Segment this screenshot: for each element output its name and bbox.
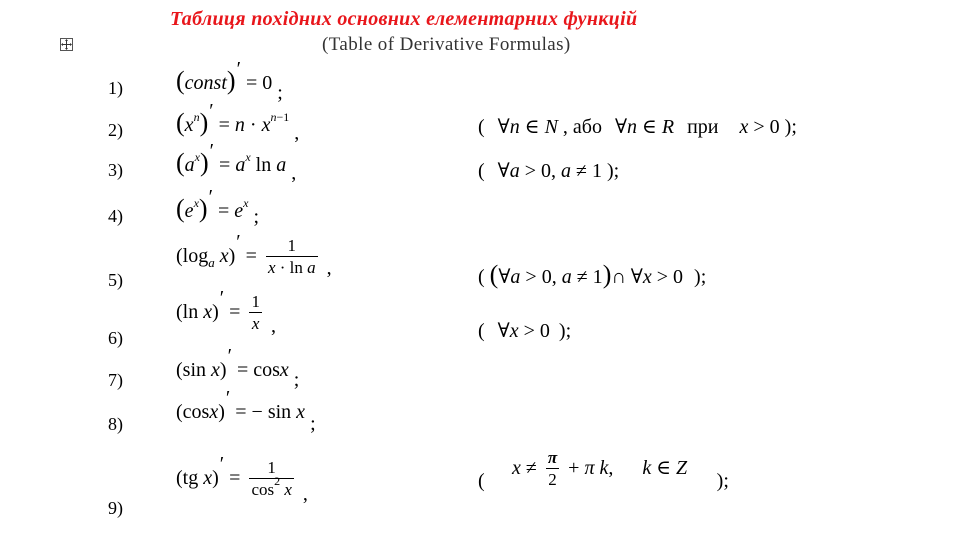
formula-row [0, 186, 960, 234]
page-subtitle: (Table of Derivative Formulas) [322, 34, 571, 55]
row-number: 8) [108, 414, 123, 434]
formula-row [0, 345, 960, 396]
formula-condition-parens: ( ); [478, 470, 729, 492]
formula: ($\log_a$ x)′ = $\frac{1}{\text{x · ln a}}$ , [176, 231, 332, 280]
cond-word: при [687, 116, 719, 138]
page-title: Таблиця похідних основних елементарних функцій [170, 8, 638, 30]
row-number: 9) [108, 498, 123, 518]
formula-row [0, 231, 960, 290]
row-number: 3) [108, 160, 123, 180]
formula-row [0, 448, 960, 518]
row-number: 5) [108, 270, 123, 290]
row-number: 7) [108, 370, 123, 390]
formula-condition: ( ∀x > 0 ); [478, 320, 572, 342]
formula: (tg x)′ = $\frac{1}{\cos^2 x}$ , [176, 453, 308, 506]
formula-row [0, 387, 960, 436]
formula: (sin x)′ = cosx ; [176, 345, 300, 391]
formula: (const)′ = 0 ; [176, 58, 283, 104]
formula: (cosx)′ = − sin x ; [176, 387, 316, 435]
row-number: 6) [108, 328, 123, 348]
formula-condition: ( ∀n ∈ N , або ∀n ∈ R при x > 0 ); [478, 116, 797, 138]
formula-condition: ( ∀a > 0, a ≠ 1 ); [478, 160, 620, 182]
formula-row [0, 58, 960, 106]
row-number: 1) [108, 78, 123, 98]
formula-condition: ( (∀a > 0, a ≠ 1)∩ ∀x > 0 ); [478, 260, 707, 289]
formula: $(e^x)' = e^x$ ; [176, 186, 259, 228]
row-number: 2) [108, 120, 123, 140]
formula-row [0, 100, 960, 148]
formula-condition: x ≠ $\frac{\pi}{2}$ + π k, k ∈ Z [512, 448, 688, 489]
cond-word: або [572, 116, 602, 138]
formula: $(x^n)' = n \cdot x^{n-1}$ , [176, 100, 300, 144]
row-number: 4) [108, 206, 123, 226]
formula-row [0, 140, 960, 186]
formula: $(a^x)' = a^x$ ln a , [176, 140, 297, 184]
formula: (ln x)′ = $\frac{1}{x}$ , [176, 287, 276, 338]
formula-row [0, 287, 960, 348]
table-move-handle-icon[interactable] [60, 38, 73, 51]
